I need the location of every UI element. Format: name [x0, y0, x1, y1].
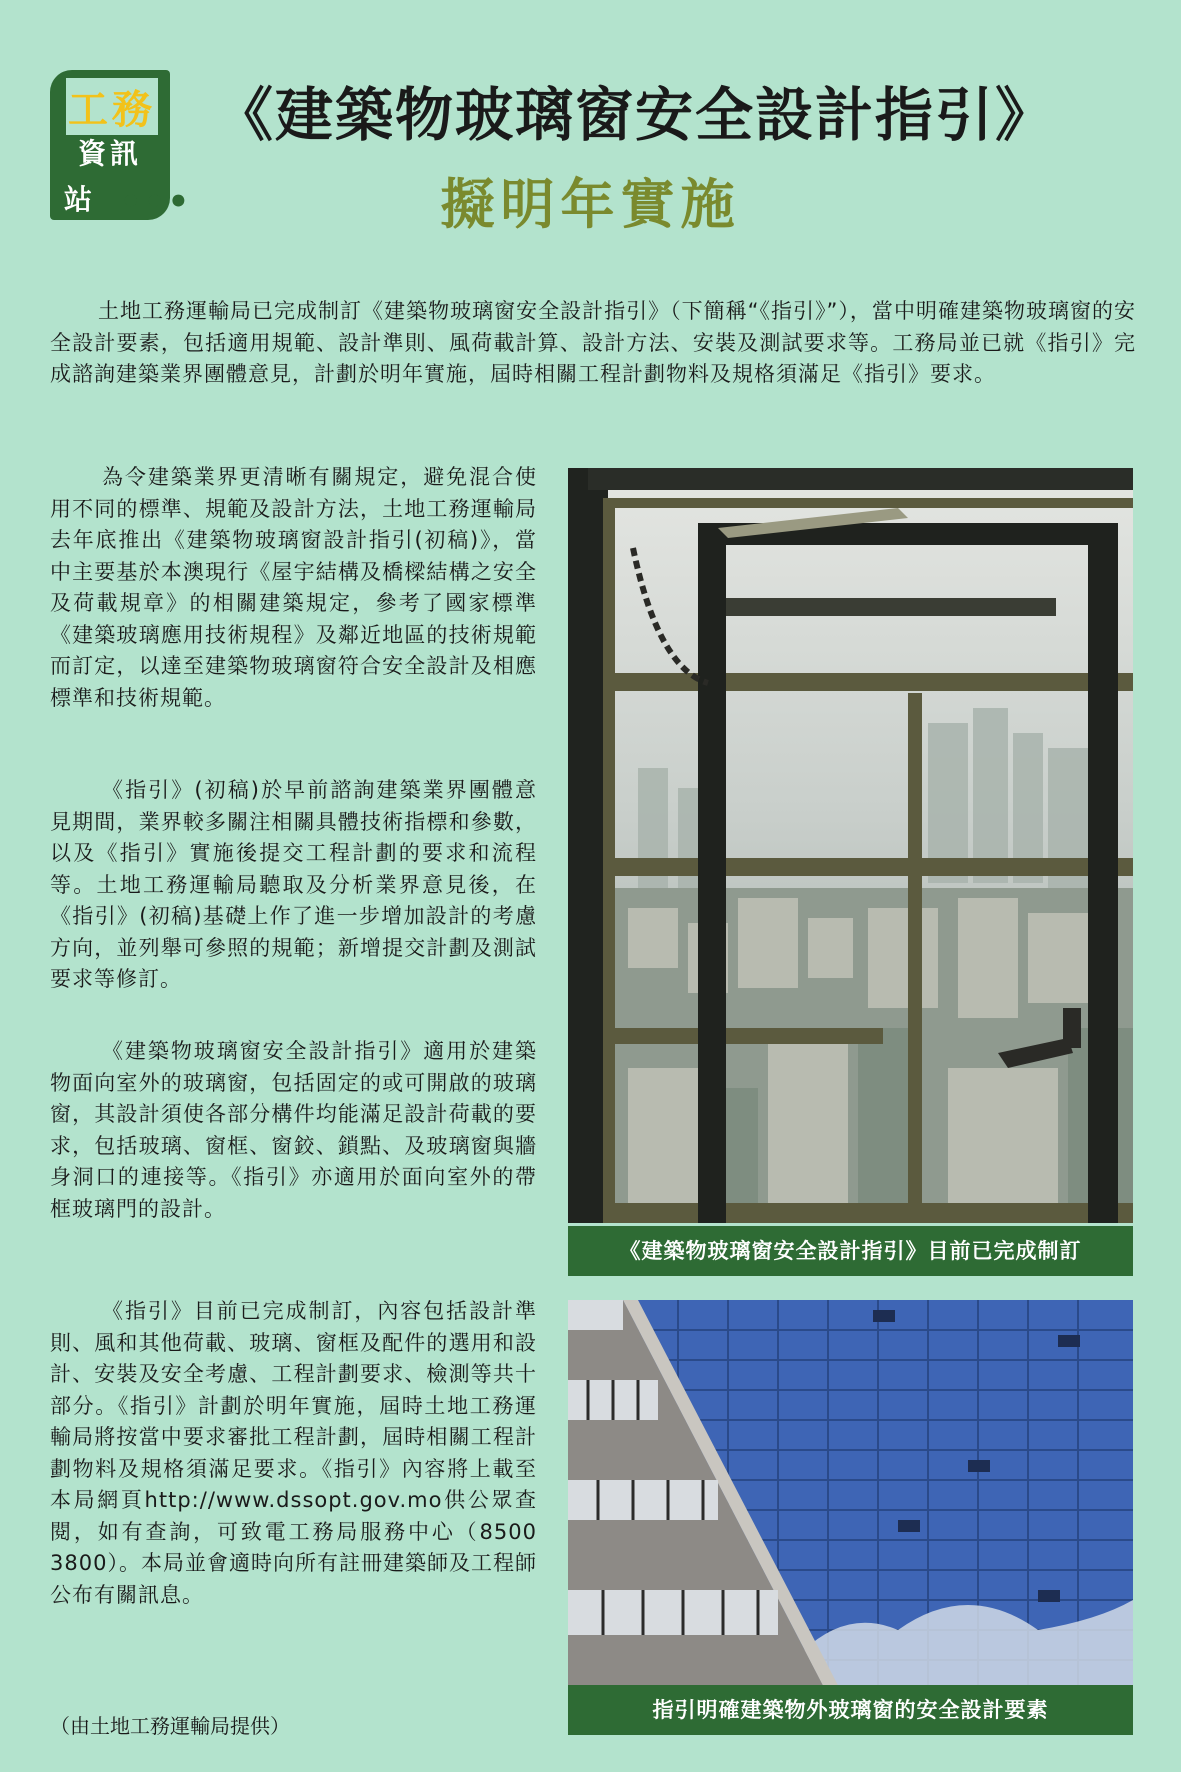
logo-dots: ••• — [120, 182, 192, 222]
curtain-wall-photo-illustration — [568, 1300, 1133, 1695]
logo-main-text: 工務 — [66, 78, 158, 135]
window-photo-illustration — [568, 468, 1133, 1223]
body-paragraph-4: 《指引》目前已完成制訂，內容包括設計準則、風和其他荷載、玻璃、窗框及配件的選用和設計、安裝及安全考慮、工程計劃要求、檢測等共十部分。《指引》計劃於明年實施，屆時土地工務運輸局將按當中要求審批工程計劃，屆時相關工程計劃物料及規格須滿足要求。《指引》內容將上載至本局網頁http://www.dssopt.gov.mo供公眾查閱，如有查詢，可致電工務局服務中心（8500 3800）。本局並會適時向所有註冊建築師及工程師公布有關訊息。 — [50, 1299, 537, 1607]
curtain-wall-photo — [568, 1300, 1133, 1695]
source-credit: （由土地工務運輸局提供） — [50, 1714, 290, 1738]
window-photo-caption: 《建築物玻璃窗安全設計指引》目前已完成制訂 — [568, 1226, 1133, 1276]
page-title: 《建築物玻璃窗安全設計指引》 — [215, 81, 1056, 149]
intro-paragraph: 土地工務運輸局已完成制訂《建築物玻璃窗安全設計指引》（下簡稱“《指引》”），當中明確建築物玻璃窗的安全設計要素，包括適用規範、設計準則、風荷載計算、設計方法、安裝及測試要求等。工務局並已就《指引》完成諮詢建築業界團體意見，計劃於明年實施，屆時相關工程計劃物料及規格須滿足《指引》要求。 — [50, 299, 1136, 386]
body-paragraph-1: 為令建築業界更清晰有關規定，避免混合使用不同的標準、規範及設計方法，土地工務運輸局去年底推出《建築物玻璃窗設計指引(初稿)》，當中主要基於本澳現行《屋宇結構及橋樑結構之安全及荷載規章》的相關建築規定，參考了國家標準《建築玻璃應用技術規程》及鄰近地區的技術規範而訂定，以達至建築物玻璃窗符合安全設計及相應標準和技術規範。 — [50, 465, 537, 710]
window-photo — [568, 468, 1133, 1223]
body-paragraph-2: 《指引》(初稿)於早前諮詢建築業界團體意見期間，業界較多關注相關具體技術指標和參數，以及《指引》實施後提交工程計劃的要求和流程等。土地工務運輸局聽取及分析業界意見後，在《指引》(初稿)基礎上作了進一步增加設計的考慮方向，並列舉可參照的規範；新增提交計劃及測試要求等修訂。 — [50, 778, 537, 991]
logo-sub-text-1: 資訊 — [78, 137, 143, 170]
page-subtitle: 擬明年實施 — [440, 172, 741, 236]
curtain-wall-photo-caption: 指引明確建築物外玻璃窗的安全設計要素 — [568, 1685, 1133, 1735]
body-paragraph-3: 《建築物玻璃窗安全設計指引》適用於建築物面向室外的玻璃窗，包括固定的或可開啟的玻璃窗，其設計須使各部分構件均能滿足設計荷載的要求，包括玻璃、窗框、窗鉸、鎖點、及玻璃窗與牆身洞口的連接等。《指引》亦適用於面向室外的帶框玻璃門的設計。 — [50, 1039, 537, 1221]
logo-sub-text-2: 站 — [64, 183, 93, 216]
